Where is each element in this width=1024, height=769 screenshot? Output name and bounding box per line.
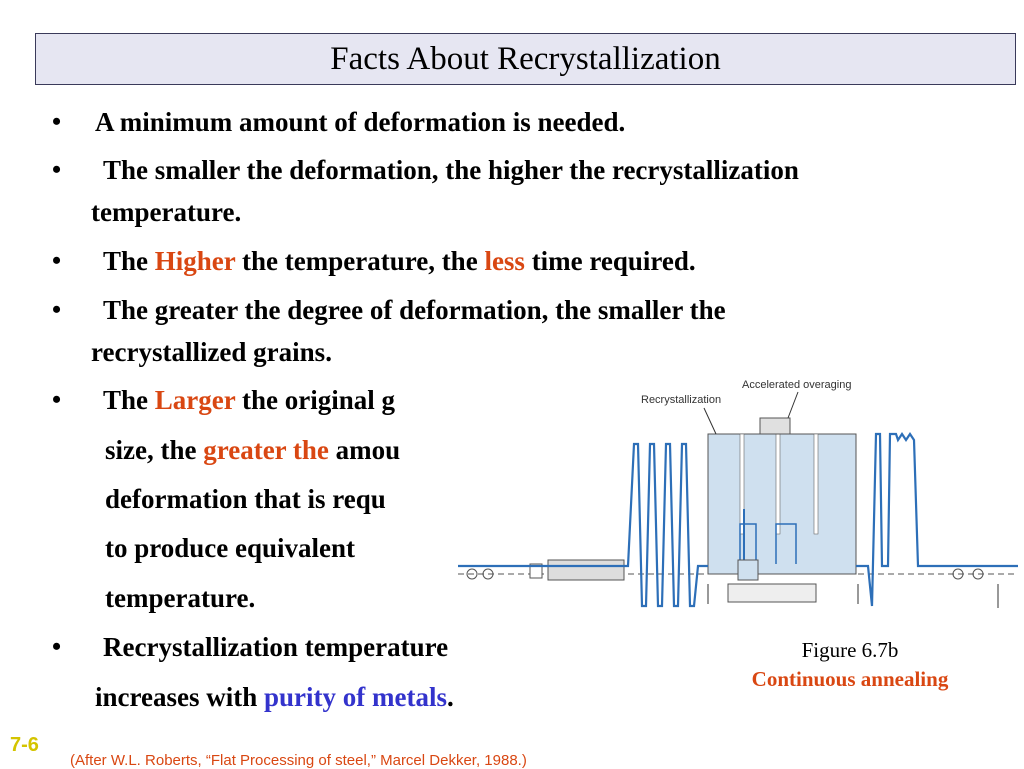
bullet-3-mid: the temperature, the — [235, 246, 485, 276]
highlight-higher: Higher — [154, 246, 236, 276]
bullet-5-line-3: deformation that is requ — [105, 484, 386, 514]
title-box — [35, 33, 1016, 85]
bullet-1-text: A minimum amount of deformation is needed. — [95, 107, 626, 137]
figure-title: Continuous annealing — [751, 667, 949, 691]
bullet-5-line-5: temperature. — [105, 583, 256, 613]
label-recrystallization: Recrystallization — [641, 394, 722, 406]
highlight-greater-the: greater the — [203, 435, 329, 465]
bullet-marker-5: • — [52, 385, 62, 414]
source-credit: (After W.L. Roberts, “Flat Processing of steel,” Marcel Dekker, 1988.) — [70, 752, 527, 769]
bullet-5-l2-post: amou — [328, 435, 401, 465]
bullet-marker-4: • — [52, 295, 62, 324]
bullet-marker-3: • — [52, 246, 62, 275]
page-title: Facts About Recrystallization — [330, 40, 721, 77]
bullet-3-text — [103, 245, 696, 277]
bullet-6-line-2 — [95, 681, 454, 713]
bullet-marker-6: • — [52, 632, 62, 661]
highlight-less: less — [484, 246, 525, 276]
highlight-larger: Larger — [154, 385, 236, 415]
bullet-2-line-1: The smaller the deformation, the higher the recrystallization — [103, 155, 799, 185]
continuous-annealing-diagram — [458, 374, 1018, 614]
bullet-3-pre: The — [103, 246, 155, 276]
label-accelerated-overaging: Accelerated overaging — [742, 379, 852, 391]
slide-number: 7-6 — [10, 734, 39, 756]
bullet-5-line-2 — [105, 434, 400, 466]
bullet-3-post: time required. — [524, 246, 696, 276]
bullet-5-line-1 — [103, 384, 395, 416]
bullet-6-post: . — [446, 682, 454, 712]
bullet-marker-1: • — [52, 107, 62, 136]
bullet-4-line-1: The greater the degree of deformation, the smaller the — [103, 295, 726, 325]
bullet-4-line-2: recrystallized grains. — [91, 337, 332, 367]
bullet-6-line-1: Recrystallization temperature — [103, 632, 449, 662]
bullet-5-post: the original g — [235, 385, 395, 415]
bullet-5-pre: The — [103, 385, 155, 415]
figure-number: Figure 6.7b — [801, 638, 899, 662]
bullet-6-pre: increases with — [95, 682, 264, 712]
bullet-5-l2-pre: size, the — [105, 435, 204, 465]
bullet-2-line-2: temperature. — [91, 197, 242, 227]
bullet-5-line-4: to produce equivalent — [105, 533, 356, 563]
highlight-purity-of-metals: purity of metals — [264, 682, 447, 712]
bullet-marker-2: • — [52, 155, 62, 184]
